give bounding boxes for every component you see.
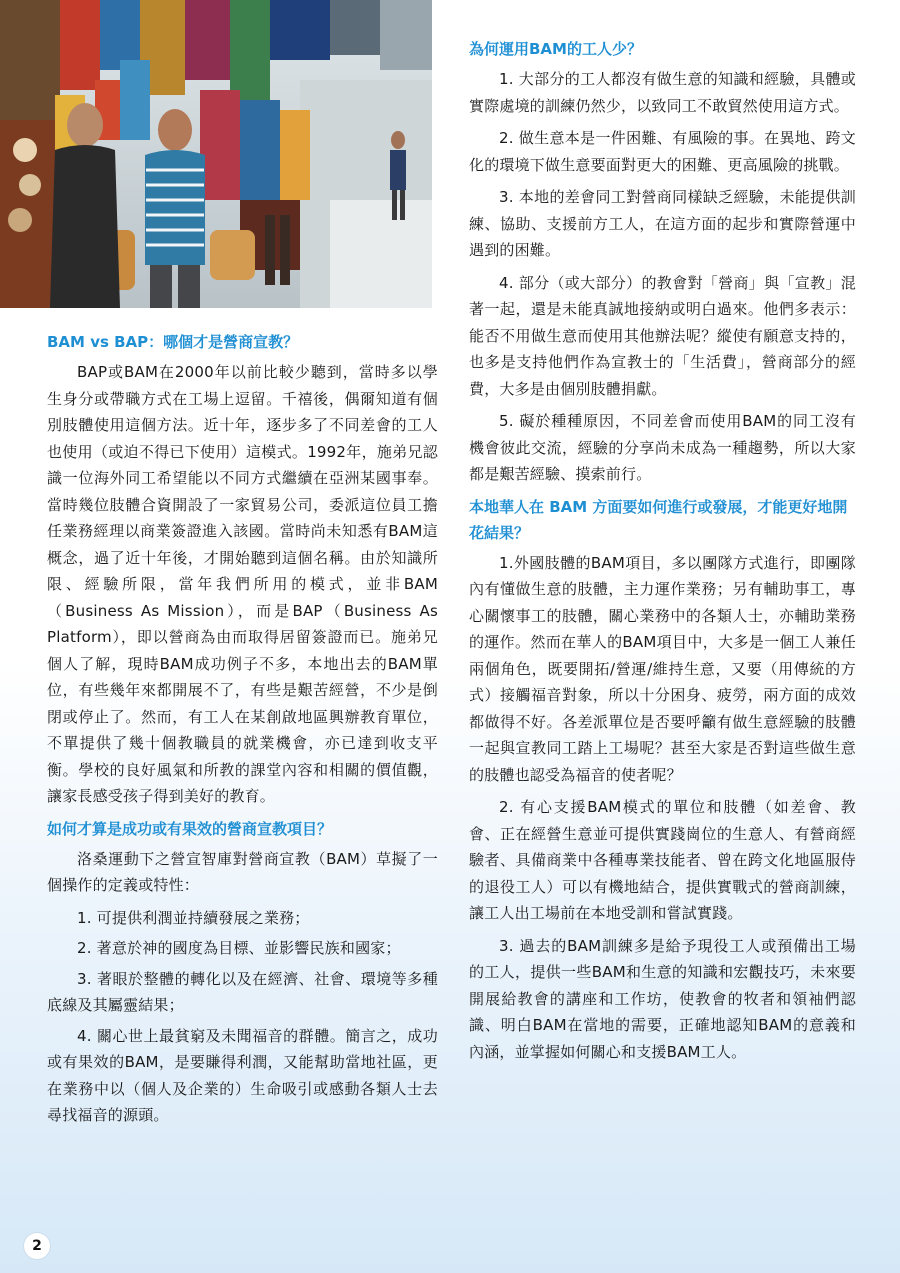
suggestion-item-2: 2. 有心支援BAM模式的單位和肢體（如差會、教會、正在經營生意並可提供實踐崗位的生意人、有營商經驗者、具備商業中各種專業技能者、曾在跨文化地區服侍的退役工人）可以有機地結合，提供實戰式的營商訓練，讓工人出工場前在本地受訓和嘗試實踐。 [469,798,856,922]
right-column [469,36,856,1071]
market-photo [0,0,432,308]
section-heading-local-chinese-development: 本地華人在 BAM 方面要如何進行或發展，才能更好地開花結果？ [469,497,848,542]
list-item-3: 3. 著眼於整體的轉化以及在經濟、社會、環境等多種底線及其屬靈結果； [47,969,438,1014]
reason-item-2: 2. 做生意本是一件困難、有風險的事。在異地、跨文化的環境下做生意要面對更大的困難、更高風險的挑戰。 [469,129,856,174]
reason-item-1: 1. 大部分的工人都沒有做生意的知識和經驗，具體或實際處境的訓練仍然少，以致同工不敢貿然使用這方式。 [469,70,856,115]
section-heading-why-few-workers: 為何運用BAM的工人少？ [469,40,642,58]
reason-item-4: 4. 部分（或大部分）的教會對「營商」與「宣教」混著一起，還是未能真誠地接納或明白過來。他們多表示：能否不用做生意而使用其他辦法呢？縱使有願意支持的，也多是支持他們作為宣教士的「生活費」，營商部分的經費，大多是由個別肢體捐獻。 [469,273,856,398]
section-heading-bam-vs-bap: BAM vs BAP：哪個才是營商宣教？ [47,333,299,351]
page-number: 2 [24,1233,50,1259]
list-item-4: 4. 關心世上最貧窮及未聞福音的群體。簡言之，成功或有果效的BAM，是要賺得利潤，又能幫助當地社區，更在業務中以（個人及企業的）生命吸引或感動各類人士去尋找福音的源頭。 [47,1026,438,1124]
paragraph-definition-intro: 洛桑運動下之營宣智庫對營商宣教（BAM）草擬了一個操作的定義或特性： [47,849,438,894]
suggestion-item-1: 1.外國肢體的BAM項目，多以團隊方式進行，即團隊內有懂做生意的肢體，主力運作業務；另有輔助事工，專心關懷事工的肢體，關心業務中的各類人士，亦輔助業務的運作。然而在華人的BAM項目中，大多是一個工人兼任兩個角色，既要開拓/營運/維持生意，又要（用傳統的方式）接觸福音對象，所以十分困身、疲勞，兩方面的成效都做得不好。各差派單位是否要呼籲有做生意經驗的肢體一起與宣教同工踏上工場呢？甚至大家是否對這些做生意的肢體也認受為福音的使者呢？ [469,553,856,784]
suggestion-item-3: 3. 過去的BAM訓練多是給予現役工人或預備出工場的工人，提供一些BAM和生意的知識和宏觀技巧，未來要開展給教會的講座和工作坊，使教會的牧者和領袖們認識、明白BAM在當地的需要，正確地認知BAM的意義和內涵，並掌握如何關心和支援BAM工人。 [469,936,856,1061]
section-heading-success-criteria: 如何才算是成功或有果效的營商宣教項目？ [47,819,333,838]
list-item-2: 2. 著意於神的國度為目標、並影響民族和國家； [77,939,401,957]
left-column [47,329,438,1135]
market-photo-icon [0,0,432,308]
reason-item-5: 5. 礙於種種原因，不同差會而使用BAM的同工沒有機會彼此交流，經驗的分享尚未成為一種趨勢，所以大家都是艱苦經驗、摸索前行。 [469,412,856,483]
list-item-1: 1. 可提供利潤並持續發展之業務； [77,908,310,927]
reason-item-3: 3. 本地的差會同工對營商同樣缺乏經驗，未能提供訓練、協助、支援前方工人，在這方面的起步和實際營運中遇到的困難。 [469,188,856,259]
paragraph-bap-history: BAP或BAM在2000年以前比較少聽到，當時多以學生身分或帶職方式在工場上逗留。千禧後，偶爾知道有個別肢體使用這個方法。近十年，逐步多了不同差會的工人也使用（或迫不得已下使用）這模式。1992年，施弟兄認識一位海外同工希望能以不同方式繼續在亞洲某國事奉。當時幾位肢體合資開設了一家貿易公司，委派這位員工擔任業務經理以商業簽證進入該國。當時尚未知悉有BAM這概念，過了近十年後，才開始聽到這個名稱。由於知識所限、經驗所限，當年我們所用的模式，並非BAM（Business As Mission），而是BAP（Business As Platform），即以營商為由而取得居留簽證而已。施弟兄個人了解，現時BAM成功例子不多，本地出去的BAM單位，有些幾年來都開展不了，有些是艱苦經營，不少是倒閉或停止了。然而，有工人在某創啟地區興辦教育單位，不單提供了幾十個教職員的就業機會，亦已達到收支平衡。學校的良好風氣和所教的課堂內容和相關的價值觀，讓家長感受孩子得到美好的教育。 [47,363,438,805]
